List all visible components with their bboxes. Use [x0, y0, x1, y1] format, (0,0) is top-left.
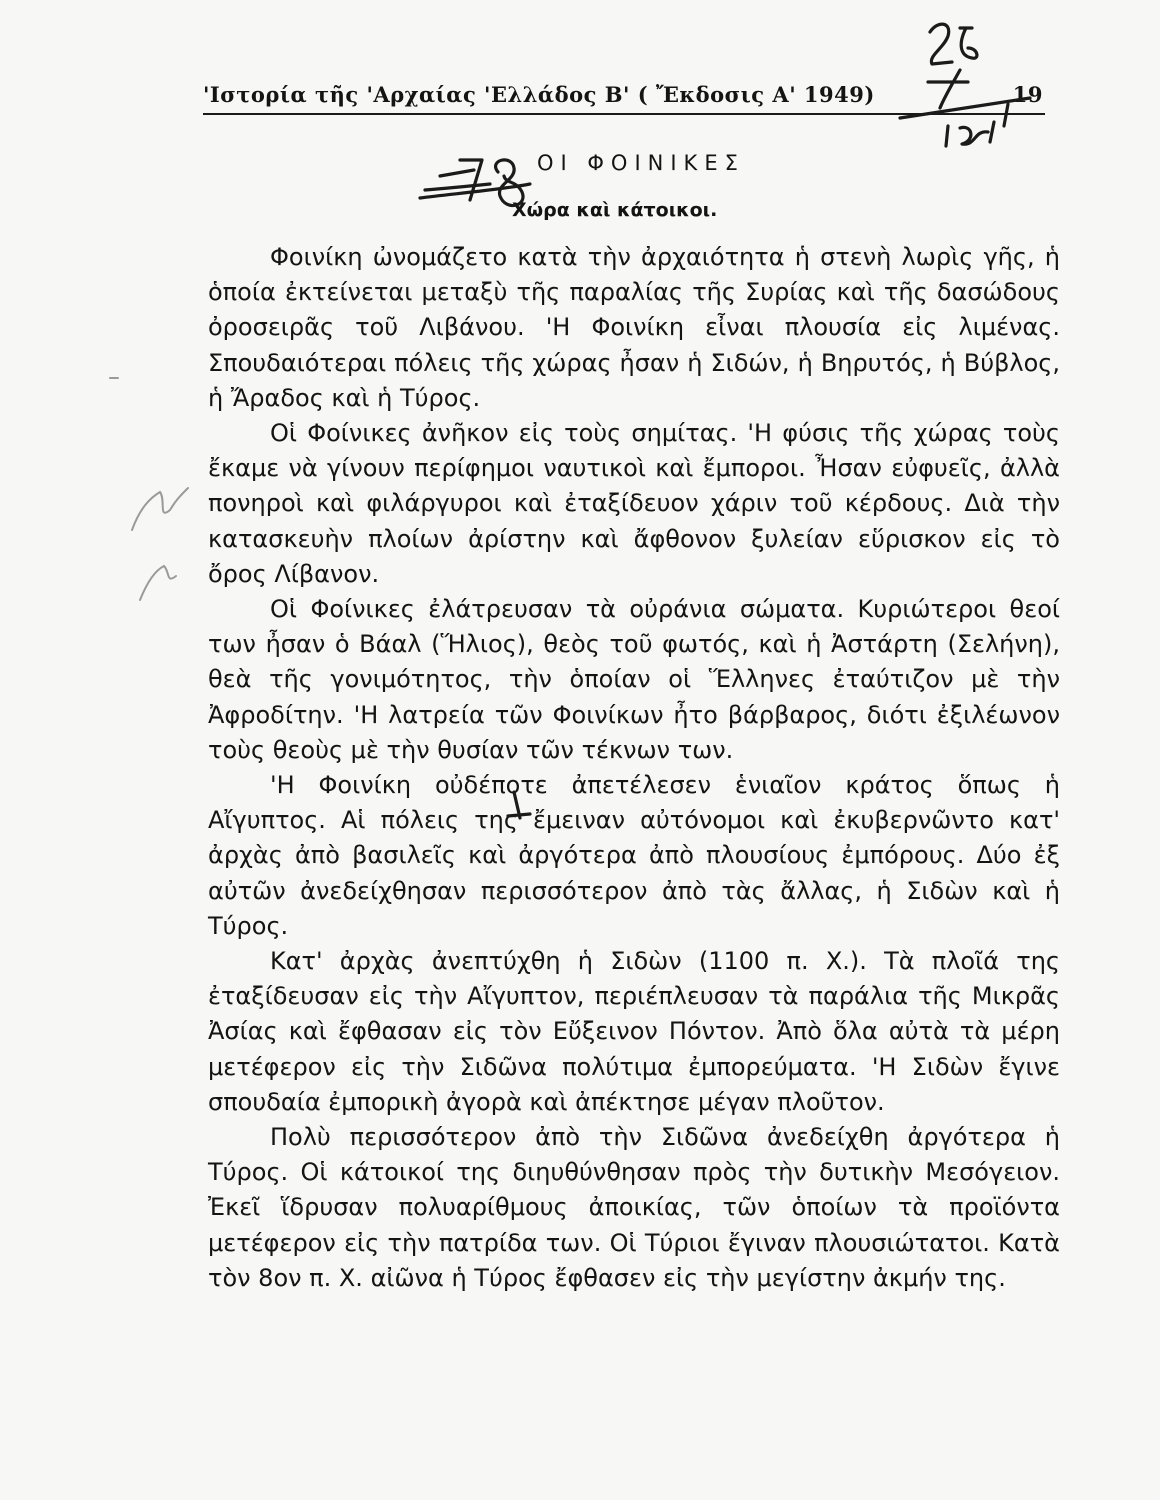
- running-title: 'Ιστορία τῆς 'Αρχαίας 'Ελλάδος Β' ( Ἔκδοσις Α' 1949): [203, 82, 875, 107]
- paragraph: Οἱ Φοίνικες ἀνῆκον εἰς τοὺς σημίτας. 'Η φύσις τῆς χώρας τοὺς ἔκαμε νὰ γίνουν περίφημοι ναυτικοὶ καὶ ἔμποροι. Ἦσαν εὐφυεῖς, ἀλλὰ πονηροὶ καὶ φιλάργυροι καὶ ἐταξίδευον χάριν τοῦ κέρδους. Διὰ τὴν κατασκευὴν πλοίων ἀρίστην καὶ ἄφθονον ξυλείαν εὕρισκον εἰς τὸ ὄρος Λίβανον.: [208, 419, 1060, 588]
- body-text: [208, 240, 1060, 1296]
- running-header: [203, 82, 1043, 107]
- paragraph: Πολὺ περισσότερον ἀπὸ τὴν Σιδῶνα ἀνεδείχθη ἀργότερα ἡ Τύρος. Οἱ κάτοικοί της διηυθύνθησαν πρὸς τὴν δυτικὴν Μεσόγειον. Ἐκεῖ ἵδρυσαν πολυαρίθμους ἀποικίας, τῶν ὁποίων τὰ προϊόντα μετέφερον εἰς τὴν πατρίδα των. Οἱ Τύριοι ἔγιναν πλουσιώτατοι. Κατὰ τὸν 8ον π. Χ. αἰῶνα ἡ Τύρος ἔφθασεν εἰς τὴν μεγίστην ἀκμήν της.: [208, 1123, 1060, 1292]
- paragraph: Φοινίκη ὠνομάζετο κατὰ τὴν ἀρχαιότητα ἡ στενὴ λωρὶς γῆς, ἡ ὁποία ἐκτείνεται μεταξὺ τῆς παραλίας τῆς Συρίας καὶ τῆς δασώδους ὀροσειρᾶς τοῦ Λιβάνου. 'Η Φοινίκη εἶναι πλουσία εἰς λιμένας. Σπουδαιότεραι πόλεις τῆς χώρας ἦσαν ἡ Σιδών, ἡ Βηρυτός, ἡ Βύβλος, ἡ Ἄραδος καὶ ἡ Τύρος.: [208, 243, 1060, 412]
- paragraph: Κατ' ἀρχὰς ἀνεπτύχθη ἡ Σιδὼν (1100 π. Χ.). Τὰ πλοῖά της ἐταξίδευσαν εἰς τὴν Αἴγυπτον, περιέπλευσαν τὰ παράλια τῆς Μικρᾶς Ἀσίας καὶ ἔφθασαν εἰς τὸν Εὔξεινον Πόντον. Ἀπὸ ὅλα αὐτὰ τὰ μέρη μετέφερον εἰς τὴν Σιδῶνα πολύτιμα ἐμπορεύματα. 'Η Σιδὼν ἔγινε σπουδαία ἐμπορικὴ ἀγορὰ καὶ ἀπέκτησε μέγαν πλοῦτον.: [208, 947, 1060, 1116]
- paragraph: Οἱ Φοίνικες ἐλάτρευσαν τὰ οὐράνια σώματα. Κυριώτεροι θεοί των ἦσαν ὁ Βάαλ (Ἥλιος), θεὸς τοῦ φωτός, καὶ ἡ Ἀστάρτη (Σελήνη), θεὰ τῆς γονιμότητος, τὴν ὁποίαν οἱ Ἕλληνες ἐταύτιζον μὲ τὴν Ἀφροδίτην. 'Η λατρεία τῶν Φοινίκων ἦτο βάρβαρος, διότι ἐξιλέωνον τοὺς θεοὺς μὲ τὴν θυσίαν τῶν τέκνων των.: [208, 595, 1060, 764]
- page-number: 19: [1012, 82, 1043, 107]
- section-title: Χώρα καὶ κάτοικοι.: [512, 199, 718, 221]
- header-rule: [203, 113, 1045, 115]
- marginal-pencil-note: [110, 378, 188, 600]
- paragraph: 'Η Φοινίκη οὐδέποτε ἀπετέλεσεν ἑνιαῖον κράτος ὅπως ἡ Αἴγυπτος. Αἱ πόλεις της ἔμειναν αὐτόνομοι καὶ ἐκυβερνῶντο κατ' ἀρχὰς ἀπὸ βασιλεῖς καὶ ἀργότερα ἀπὸ πλουσίους ἐμπόρους. Δύο ἐξ αὐτῶν ἀνεδείχθησαν περισσότερον ἀπὸ τὰς ἄλλας, ἡ Σιδὼν καὶ ἡ Τύρος.: [208, 771, 1060, 940]
- chapter-title: ΟΙ ΦΟΙΝΙΚΕΣ: [537, 151, 745, 175]
